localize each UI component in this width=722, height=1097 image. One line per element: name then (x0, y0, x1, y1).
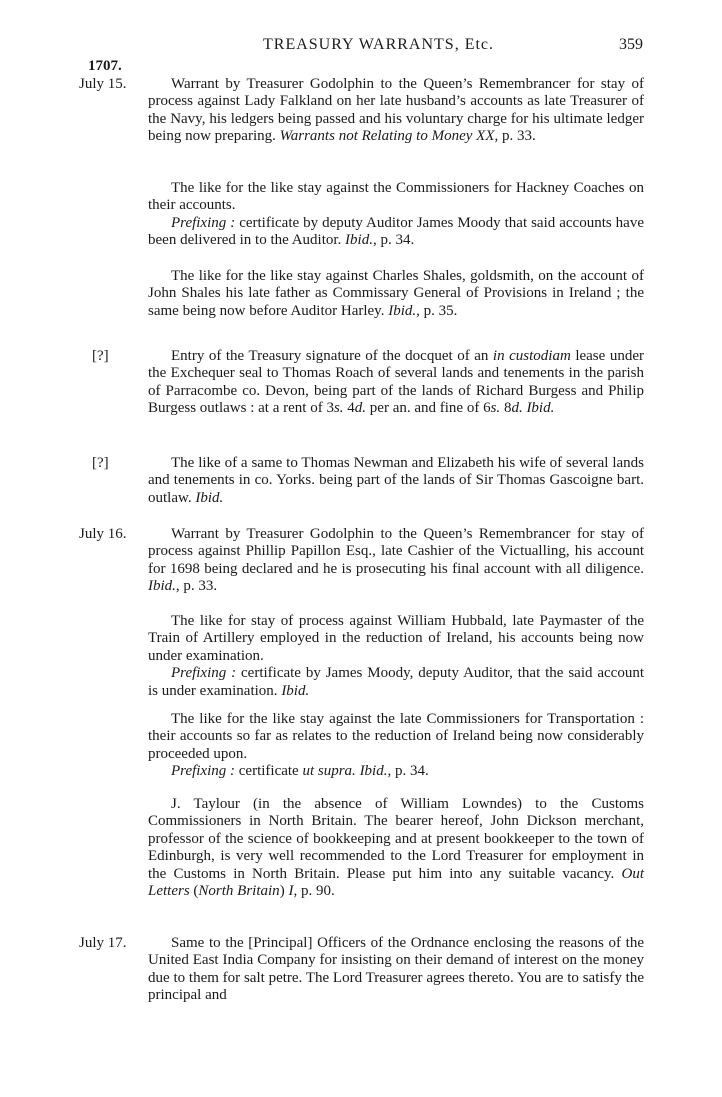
entry-body (148, 935, 644, 1005)
entry-paragraph: The like for the like stay against the Commissioners for Hackney Coaches on their accounts. (148, 180, 644, 214)
prefixing-note: Prefixing : certificate by deputy Auditor James Moody that said accounts have been delivered in to the Auditor. Ibid., p. 34. (148, 214, 644, 249)
entry-body (148, 76, 644, 146)
source-reference: Out Letters (148, 865, 644, 900)
entry-paragraph: Warrant by Treasurer Godolphin to the Queen’s Remembrancer for stay of process against Lady Falkland on her late husband’s accounts as late Treasurer of the Navy, his ledgers being passed and his voluntary charge for his ultimate ledger being now preparing. Warrants not Relating to Money XX, p. 33. (148, 76, 644, 145)
page-header (0, 36, 722, 58)
entry-paragraph: J. Taylour (in the absence of William Lowndes) to the Customs Commissioners in North Britain. The bearer hereof, John Dickson merchant, professor of the science of bookkeeping and at present bookkeeper to the town of Edinburgh, is very well recommended to the Lord Treasurer for employment in the Customs in North Britain. Please put him into any suitable vacancy. Out Letters (North Britain) I, p. 90. (148, 796, 644, 900)
entry-paragraph: Entry of the Treasury signature of the docquet of an in custodiam lease under the Exchequer seal to Thomas Roach of several lands and tenements in the parish of Parracombe co. Devon, being part of the lands of Richard Burgess and Philip Burgess outlaws : at a rent of 3s. 4d. per an. and fine of 6s. 8d. Ibid. (148, 348, 644, 417)
entry-date: July 15. (79, 76, 127, 92)
source-reference: Ibid. (345, 232, 373, 249)
entry-body (148, 526, 644, 596)
running-head: TREASURY WARRANTS, Etc. (263, 36, 495, 53)
prefixing-note: Prefixing : certificate by James Moody, deputy Auditor, that the said account is under examination. Ibid. (148, 665, 644, 699)
entry-paragraph: The like of a same to Thomas Newman and Elizabeth his wife of several lands and tenements in co. Yorks. being part of the lands of Sir Thomas Gascoigne bart. outlaw. Ibid. (148, 455, 644, 506)
entry-date: July 17. (79, 935, 127, 951)
source-reference: Ibid. (359, 763, 388, 780)
entry-paragraph: Warrant by Treasurer Godolphin to the Queen’s Remembrancer for stay of process against Phillip Papillon Esq., late Cashier of the Victualling, his account for 1698 being declared and he is prosecuting his final account with all diligence. Ibid., p. 33. (148, 526, 644, 595)
uncertain-date-mark: [?] (92, 455, 109, 471)
entry-paragraph: Same to the [Principal] Officers of the Ordnance enclosing the reasons of the United East India Company for insisting on their demand of interest on the money due to them for salt petre. The Lord Treasurer agrees thereto. You are to satisfy the principal and (148, 935, 644, 1004)
source-reference: Ibid. (281, 682, 310, 699)
entry-paragraph: The like for the like stay against the late Commissioners for Transportation : their accounts so far as relates to the reduction of Ireland being now considerably proceeded upon. (148, 711, 644, 762)
page-number: 359 (619, 36, 643, 53)
uncertain-date-mark: [?] (92, 348, 109, 364)
year-heading: 1707. (88, 58, 122, 74)
entry-body (148, 268, 644, 320)
entry-body (148, 796, 644, 900)
entry-body (148, 613, 644, 700)
source-reference: Ibid. (526, 400, 555, 417)
entry-body (148, 455, 644, 507)
entry-body (148, 711, 644, 781)
source-reference: Warrants not Relating to Money XX (279, 128, 495, 145)
entry-paragraph: The like for stay of process against William Hubbald, late Paymaster of the Train of Artillery employed in the reduction of Ireland, his accounts being now under examination. (148, 613, 644, 664)
entry-body (148, 348, 644, 418)
prefixing-note: Prefixing : certificate ut supra. Ibid., p. 34. (171, 763, 429, 780)
source-reference: Ibid. (195, 489, 224, 506)
source-reference: Ibid. (148, 578, 176, 595)
entry-paragraph: The like for the like stay against Charles Shales, goldsmith, on the account of John Shales his late father as Commissary General of Provisions in Ireland ; the same being now before Auditor Harley. Ibid., p. 35. (148, 268, 644, 319)
source-reference: Ibid. (388, 302, 417, 319)
entry-body (148, 180, 644, 250)
entry-date: July 16. (79, 526, 127, 542)
